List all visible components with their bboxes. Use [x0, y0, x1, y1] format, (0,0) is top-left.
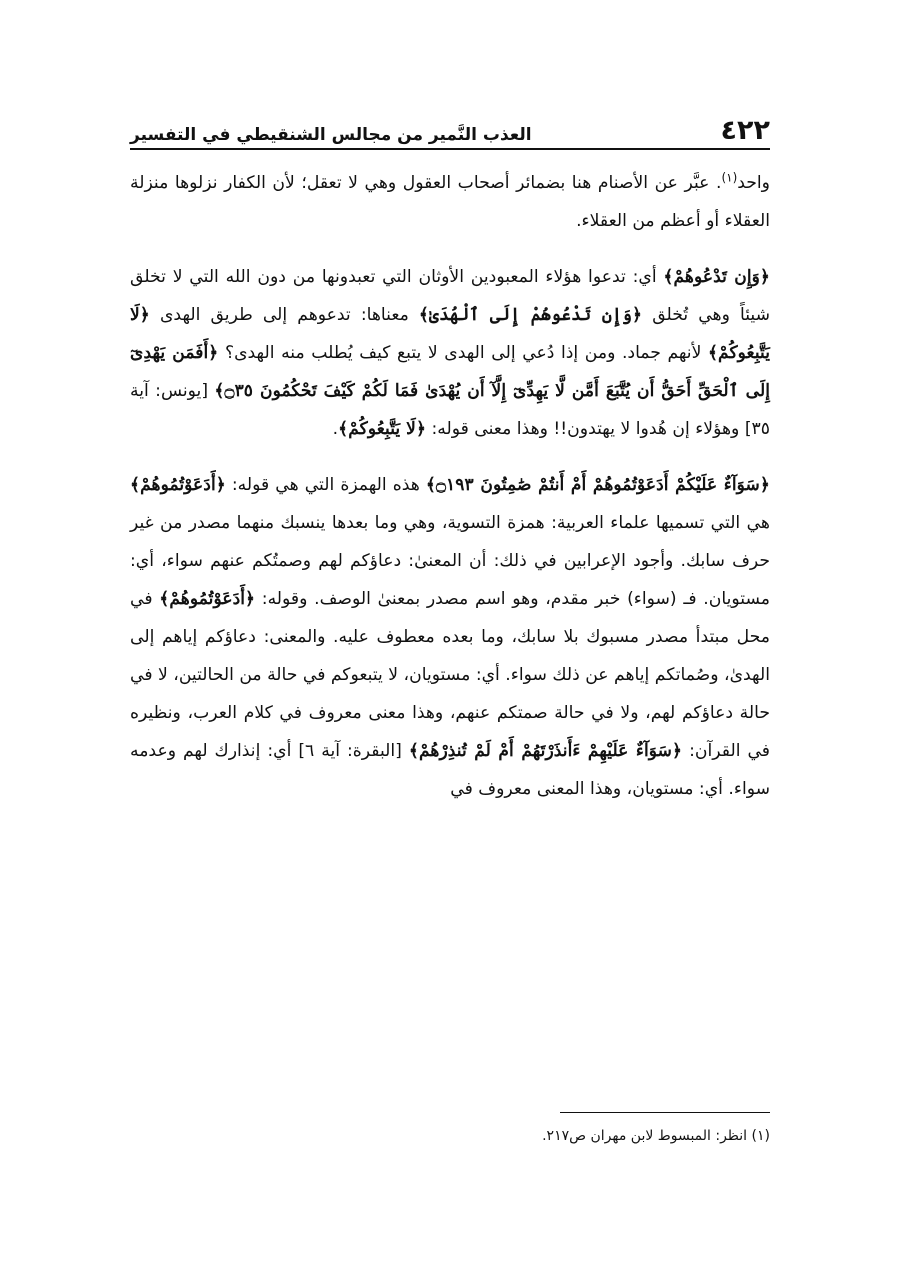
- paragraph-2-text: .: [332, 419, 339, 439]
- paragraph-2: [130, 258, 770, 448]
- quran-quote: ﴿وَإِن تَدْعُوهُمْ﴾: [663, 267, 770, 287]
- footnote-reference: (١): [721, 170, 738, 185]
- book-page: [130, 100, 770, 1180]
- page-number: ٤٢٢: [720, 115, 770, 146]
- quran-quote: ﴿أَدَعَوْتُمُوهُمْ﴾: [159, 589, 256, 609]
- paragraph-3-text: [البقرة: آية ٦] أي: إنذارك لهم وعدمه سواء. أي: مستويان، وهذا المعنى معروف في: [130, 741, 770, 799]
- quran-quote: ﴿سَوَآءٌ عَلَيْكُمْ أَدَعَوْتُمُوهُمْ أَمْ أَنتُمْ صَٰمِتُونَ ۝١٩٣﴾: [425, 475, 770, 495]
- quran-quote: ﴿أَفَمَن يَهْدِىٓ إِلَى ٱلْحَقِّ أَحَقُّ أَن يُتَّبَعَ أَمَّن لَّا يَهِدِّىٓ إِلَّآ أَن يُهْدَىٰ فَمَا لَكُمْ كَيْفَ تَحْكُمُونَ ۝٣٥﴾: [130, 343, 770, 401]
- paragraph-2-text: أي: تدعوا هؤلاء المعبودين الأوثان التي تعبدونها من دون الله التي لا تخلق شيئاً وهي تُخلق: [130, 267, 770, 325]
- quran-quote: ﴿سَوَآءٌ عَلَيْهِمْ ءَأَنذَرْتَهُمْ أَمْ لَمْ تُنذِرْهُمْ﴾: [408, 741, 683, 761]
- paragraph-1-text-start: واحد: [737, 173, 770, 193]
- paragraph-3-text: هذه الهمزة التي هي قوله:: [225, 475, 426, 495]
- paragraph-3-text: في محل مبتدأ مصدر مسبوك بلا سابك، وما بعده معطوف عليه. والمعنى: دعاؤكم إياهم إلى الهدىٰ، وصُماتكم إياهم عن ذلك سواء. أي: مستويان، لا يتبعوكم في حالة من الحالتين، لا في حالة دعاؤكم لهم، ولا في حالة صمتكم عنهم، وهذا معنى معروف في كلام العرب، ونظيره في القرآن:: [130, 589, 770, 761]
- quran-quote: ﴿لَا يَتَّبِعُوكُمْ﴾: [130, 305, 771, 363]
- paragraph-1-text-end: . عبَّر عن الأصنام هنا بضمائر أصحاب العقول وهي لا تعقل؛ لأن الكفار نزلوها منزلة العقلاء أو أعظم من العقلاء.: [130, 173, 770, 231]
- paragraph-3-text: هي التي تسميها علماء العربية: همزة التسوية، وهي وما بعدها ينسبك منهما مصدر من غير حرف سابك. وأجود الإعرابين في ذلك: أن المعنىٰ: دعاؤكم لهم وصمتُكم عنهم سواء، أي: مستويان. فـ (سواء) خبر مقدم، وهو اسم مصدر بمعنىٰ الوصف. وقوله:: [130, 513, 770, 609]
- running-title: العذب النَّمير من مجالس الشنقيطي في التفسير: [130, 125, 532, 145]
- paragraph-2-text: لأنهم جماد. ومن إذا دُعي إلى الهدى لا يتبع كيف يُطلب منه الهدى؟: [218, 343, 708, 363]
- quran-quote: ﴿أَدَعَوْتُمُوهُمْ﴾: [130, 475, 226, 495]
- quran-quote: ﴿وَإِن تَدْعُوهُمْ إِلَى ٱلْهُدَىٰ﴾: [418, 305, 643, 325]
- paragraph-1: [130, 164, 770, 240]
- page-header: [130, 100, 770, 150]
- paragraph-2-text: [يونس: آية ٣٥] وهؤلاء إن هُدوا لا يهتدون!! وهذا معنى قوله:: [130, 381, 770, 439]
- footnote: (١) انظر: المبسوط لابن مهران ص٢١٧.: [542, 1128, 770, 1144]
- page-body: [130, 164, 770, 808]
- paragraph-2-text: معناها: تدعوهم إلى طريق الهدى: [149, 305, 419, 325]
- paragraph-3: [130, 466, 770, 808]
- footnote-divider: [560, 1112, 770, 1113]
- quran-quote: ﴿لَا يَتَّبِعُوكُمْ﴾: [338, 419, 427, 439]
